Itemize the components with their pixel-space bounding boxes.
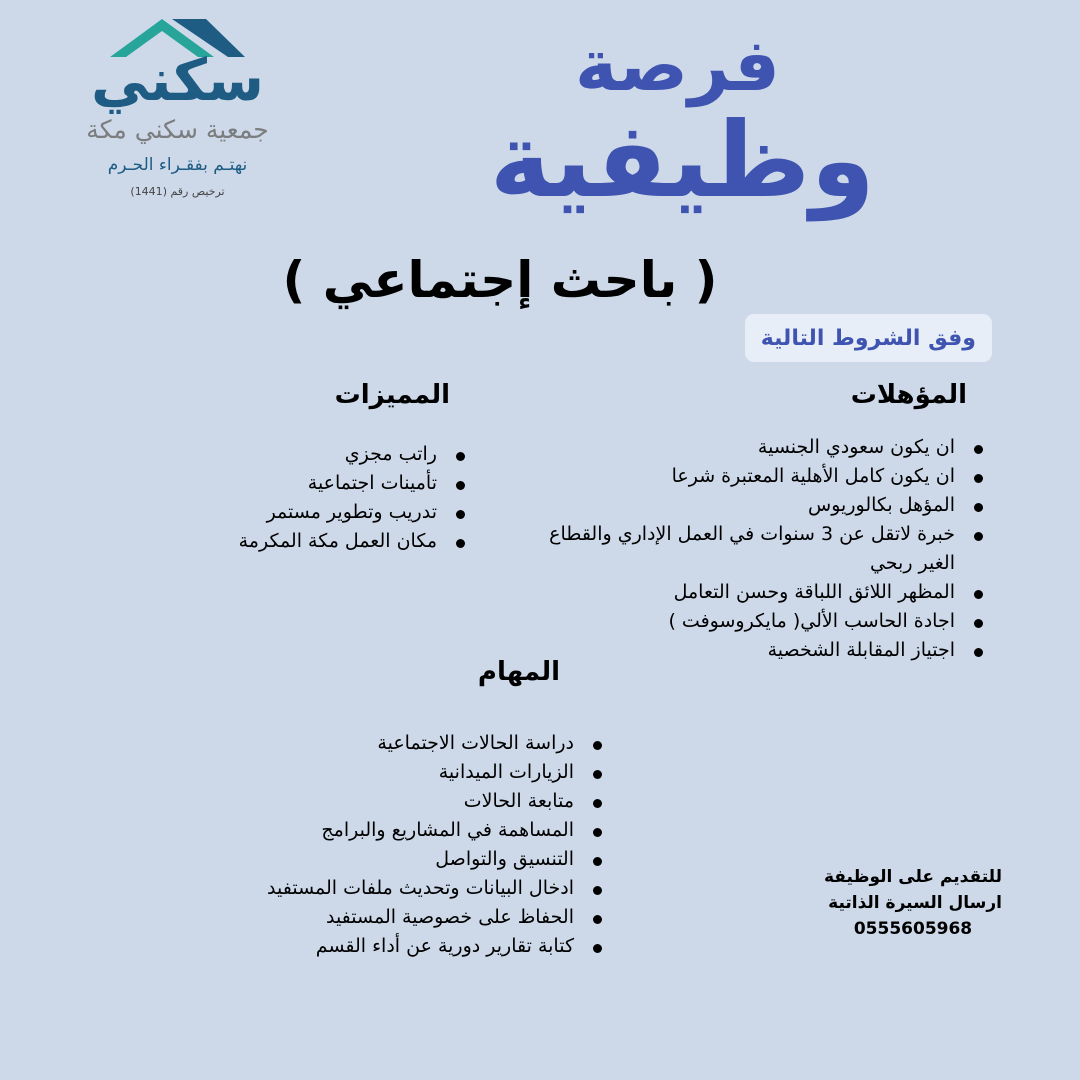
list-item: خبرة لاتقل عن 3 سنوات في العمل الإداري والقطاع الغير ربحي bbox=[523, 520, 993, 578]
list-item: ان يكون كامل الأهلية المعتبرة شرعا bbox=[523, 462, 993, 491]
benefits-title: المميزات bbox=[334, 380, 450, 410]
tasks-list bbox=[192, 729, 612, 961]
conditions-label: وفق الشروط التالية bbox=[745, 314, 992, 362]
apply-line-1: للتقديم على الوظيفة bbox=[824, 867, 1002, 887]
list-item: المساهمة في المشاريع والبرامج bbox=[192, 816, 612, 845]
tasks-title: المهام bbox=[477, 657, 560, 687]
logo-org-name: جمعية سكني مكة bbox=[86, 115, 269, 144]
list-item: اجادة الحاسب الألي( مايكروسوفت ) bbox=[523, 607, 993, 636]
headline-job: وظيفية bbox=[489, 99, 875, 221]
apply-phone[interactable]: 0555605968 bbox=[853, 919, 973, 939]
list-item: مكان العمل مكة المكرمة bbox=[175, 527, 475, 556]
list-item: دراسة الحالات الاجتماعية bbox=[192, 729, 612, 758]
qualifications-list bbox=[523, 433, 993, 665]
list-item: كتابة تقارير دورية عن أداء القسم bbox=[192, 932, 612, 961]
list-item: ادخال البيانات وتحديث ملفات المستفيد bbox=[192, 874, 612, 903]
headline-opportunity: فرصة bbox=[574, 23, 780, 107]
apply-info bbox=[824, 864, 1002, 942]
list-item: تدريب وتطوير مستمر bbox=[175, 498, 475, 527]
list-item: المؤهل بكالوريوس bbox=[523, 491, 993, 520]
logo bbox=[55, 15, 300, 200]
list-item: الحفاظ على خصوصية المستفيد bbox=[192, 903, 612, 932]
list-item: راتب مجزي bbox=[175, 440, 475, 469]
apply-line-2: ارسال السيرة الذاتية bbox=[828, 893, 1002, 913]
list-item: اجتياز المقابلة الشخصية bbox=[523, 636, 993, 665]
list-item: المظهر اللائق اللباقة وحسن التعامل bbox=[523, 578, 993, 607]
list-item: متابعة الحالات bbox=[192, 787, 612, 816]
job-title: ( باحث إجتماعي ) bbox=[282, 251, 718, 309]
list-item: التنسيق والتواصل bbox=[192, 845, 612, 874]
logo-license: ترخيص رقم (1441) bbox=[130, 185, 225, 198]
logo-word: سكني bbox=[90, 46, 265, 114]
qualifications-title: المؤهلات bbox=[850, 380, 967, 410]
benefits-list bbox=[175, 440, 475, 556]
list-item: الزيارات الميدانية bbox=[192, 758, 612, 787]
list-item: ان يكون سعودي الجنسية bbox=[523, 433, 993, 462]
logo-tagline: نهتـم بفقـراء الحـرم bbox=[107, 155, 248, 175]
list-item: تأمينات اجتماعية bbox=[175, 469, 475, 498]
